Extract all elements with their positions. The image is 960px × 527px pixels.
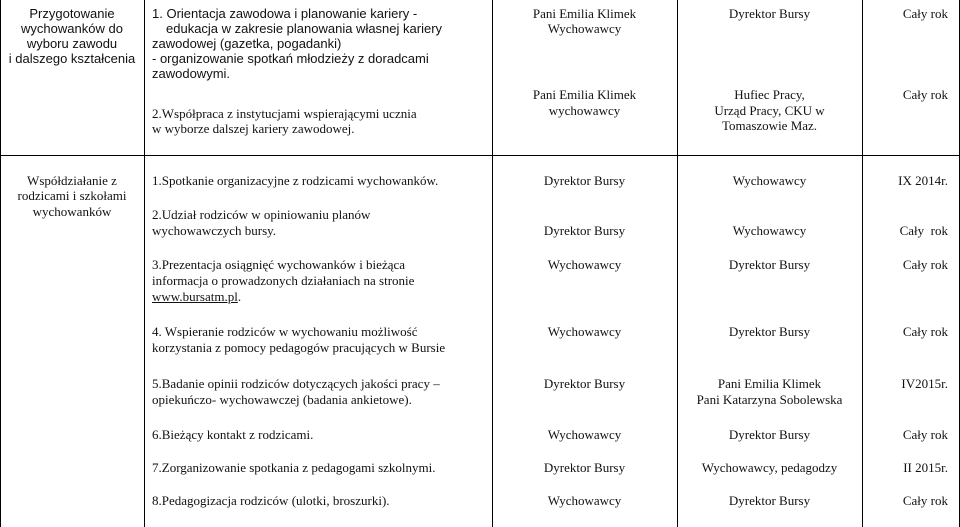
term-text: IX 2014r. bbox=[898, 173, 948, 188]
task-text: korzystania z pomocy pedagogów pracujących w Bursie bbox=[152, 340, 446, 355]
term-text: Cały rok bbox=[902, 324, 948, 339]
partner-text: Urząd Pracy, CKU w bbox=[714, 103, 825, 118]
partner-text: Wychowawcy bbox=[732, 173, 807, 188]
task-text: - organizowanie spotkań młodzieży z doradcami bbox=[152, 51, 429, 66]
responsible-text: Dyrektor Bursy bbox=[543, 173, 626, 188]
row-divider bbox=[0, 155, 960, 156]
partner-text: Hufiec Pracy, bbox=[734, 87, 805, 102]
term-text: II 2015r. bbox=[903, 460, 948, 475]
partner-text: Wychowawcy bbox=[732, 223, 807, 238]
partner-text: Dyrektor Bursy bbox=[728, 427, 811, 442]
partner-text: Dyrektor Bursy bbox=[728, 257, 811, 272]
responsible-text: Wychowawcy bbox=[547, 21, 622, 36]
area-text: i dalszego kształcenia bbox=[8, 51, 136, 66]
partner-text: Dyrektor Bursy bbox=[728, 324, 811, 339]
responsible-text: Dyrektor Bursy bbox=[543, 223, 626, 238]
task-text bbox=[152, 289, 241, 304]
area-text: Współdziałanie z bbox=[27, 173, 117, 188]
term-text: Cały rok bbox=[902, 427, 948, 442]
website-link[interactable]: www.bursatm.pl bbox=[152, 289, 238, 304]
area-text: rodzicami i szkołami bbox=[17, 188, 127, 203]
task-text: 7.Zorganizowanie spotkania z pedagogami szkolnymi. bbox=[152, 460, 436, 475]
task-text: 4. Wspieranie rodziców w wychowaniu możliwość bbox=[152, 324, 418, 339]
task-text: 1.Spotkanie organizacyjne z rodzicami wychowanków. bbox=[152, 173, 439, 188]
area-text: wychowanków bbox=[32, 204, 112, 219]
task-text: zawodowej (gazetka, pogadanki) bbox=[152, 36, 342, 51]
table-border bbox=[0, 0, 1, 527]
partner-text: Dyrektor Bursy bbox=[728, 6, 811, 21]
term-text: Cały rok bbox=[899, 223, 948, 238]
task-text: 2.Współpraca z instytucjami wspierającymi ucznia bbox=[152, 106, 417, 121]
task-text: informacja o prowadzonych działaniach na stronie bbox=[152, 273, 415, 288]
task-text: 6.Bieżący kontakt z rodzicami. bbox=[152, 427, 314, 442]
responsible-text: wychowawcy bbox=[548, 103, 621, 118]
task-text: w wyborze dalszej kariery zawodowej. bbox=[152, 121, 355, 136]
partner-text: Pani Emilia Klimek bbox=[717, 376, 822, 391]
table-border bbox=[144, 0, 145, 527]
task-text: 1. Orientacja zawodowa i planowanie kariery - bbox=[152, 6, 418, 21]
task-text: edukacja w zakresie planowania własnej kariery bbox=[166, 21, 443, 36]
responsible-text: Dyrektor Bursy bbox=[543, 460, 626, 475]
term-text: IV2015r. bbox=[901, 376, 948, 391]
term-text: Cały rok bbox=[902, 87, 948, 102]
area-text: Przygotowanie bbox=[29, 6, 115, 21]
partner-text: Pani Katarzyna Sobolewska bbox=[696, 392, 843, 407]
partner-text: Dyrektor Bursy bbox=[728, 493, 811, 508]
responsible-text: Wychowawcy bbox=[547, 427, 622, 442]
task-text: wychowawczych bursy. bbox=[152, 223, 277, 238]
task-text: opiekuńczo- wychowawczej (badania ankietowe). bbox=[152, 392, 412, 407]
responsible-text: Wychowawcy bbox=[547, 257, 622, 272]
responsible-text: Wychowawcy bbox=[547, 493, 622, 508]
task-text: 5.Badanie opinii rodziców dotyczących jakości pracy – bbox=[152, 376, 440, 391]
partner-text: Tomaszowie Maz. bbox=[721, 118, 818, 133]
term-text: Cały rok bbox=[902, 257, 948, 272]
responsible-text: Pani Emilia Klimek bbox=[532, 87, 637, 102]
link-suffix: . bbox=[237, 289, 242, 304]
area-text: wychowanków do bbox=[21, 21, 123, 36]
partner-text: Wychowawcy, pedagodzy bbox=[701, 460, 838, 475]
term-text: Cały rok bbox=[902, 493, 948, 508]
task-text: 3.Prezentacja osiągnięć wychowanków i bieżąca bbox=[152, 257, 406, 272]
responsible-text: Pani Emilia Klimek bbox=[532, 6, 637, 21]
area-text: wyboru zawodu bbox=[26, 36, 118, 51]
task-text: zawodowymi. bbox=[152, 66, 231, 81]
responsible-text: Wychowawcy bbox=[547, 324, 622, 339]
task-text: 8.Pedagogizacja rodziców (ulotki, broszurki). bbox=[152, 493, 390, 508]
term-text: Cały rok bbox=[902, 6, 948, 21]
task-text: 2.Udział rodziców w opiniowaniu planów bbox=[152, 207, 371, 222]
responsible-text: Dyrektor Bursy bbox=[543, 376, 626, 391]
